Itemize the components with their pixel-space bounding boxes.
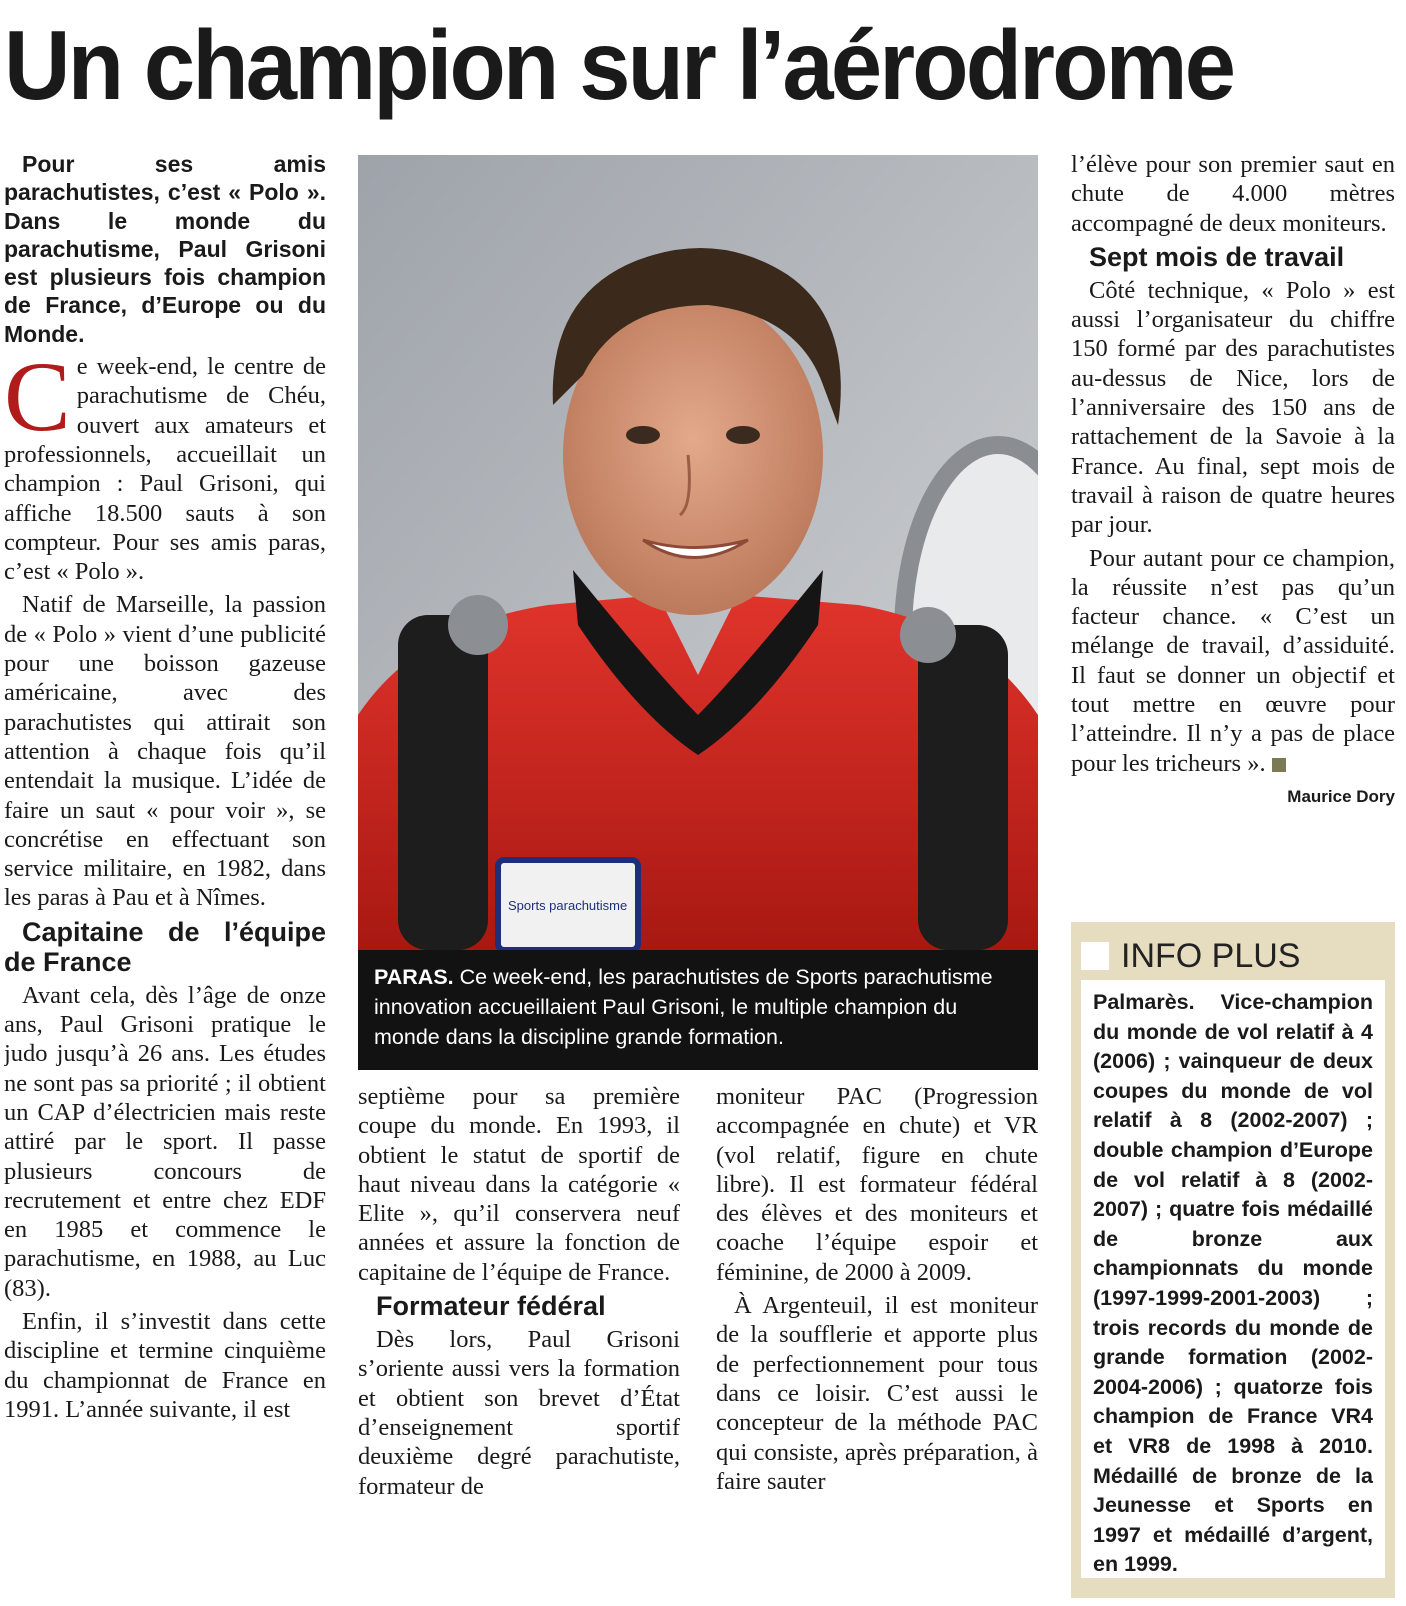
paragraph-1: [4, 341, 326, 586]
paragraph-6: Dès lors, Paul Grisoni s’oriente aussi vers la formation et obtient son brevet d’État d’enseignement sportif deuxième degré parachutiste, formateur de: [358, 1326, 680, 1500]
paragraph-10: Côté technique, « Polo » est aussi l’organisateur du chiffre 150 formé par des parachutistes au-dessus de Nice, lors de l’anniversaire des 150 ans de rattachement de la Savoie à la France. Au final, sept mois de travail à raison de quatre heures par jour.: [1071, 276, 1395, 539]
paragraph-8: À Argenteuil, il est moniteur de la soufflerie et apporte plus de perfectionnement pour tous dans ce loisir. C’est aussi le concepteur de la méthode PAC qui consiste, après préparation, à faire sauter: [716, 1292, 1038, 1495]
caption-label: PARAS.: [374, 965, 454, 989]
column-3: [716, 1082, 1038, 1602]
paragraph-2: Natif de Marseille, la passion de « Polo » vient d’une publicité pour une boisson gazeuse américaine, avec des parachutistes qui attirait son attention à chaque fois qu’il entendait la musique. L’idée de faire un saut « pour voir », se concrétise en effectuant son service militaire, en 1982, dans les paras à Pau et à Nîmes.: [4, 591, 326, 912]
info-plus-text: Vice-champion du monde de vol relatif à 4 (2006) ; vainqueur de deux coupes du monde de vol relatif à 8 (2002-2007) ; double champion d’Europe de vol relatif à 8 (2002-2007) ; quatre fois médaillé de bronze aux championnats du monde (1997-1999-2001-2003) ; trois records du monde de grande formation (2002-2004-2006) ; quatorze fois champion de France VR4 et VR8 de 1998 à 2010. Médaillé de bronze de la Jeunesse et Sports en 1997 et médaillé d’argent, en 1999.: [1093, 990, 1373, 1577]
paragraph-1-text: e week-end, le centre de parachutisme de Chéu, ouvert aux amateurs et professionnels, accueillait un champion : Paul Grisoni, qui affiche 18.500 sauts à son compteur. Pour ses amis paras, c’est « Polo ».: [4, 353, 326, 586]
headline: Un champion sur l’aérodrome: [4, 10, 1234, 120]
subhead-sept-mois: Sept mois de travail: [1089, 241, 1345, 272]
paragraph-11-text: Pour autant pour ce champion, la réussite n’est pas qu’un facteur chance. « C’est un mélange de travail, d’assiduité. Il faut se donner un objectif et tout mettre en œuvre pour l’atteindre. Il n’y a pas de place pour les tricheurs ».: [1071, 544, 1395, 777]
column-4: [1071, 150, 1395, 890]
paragraph-9: l’élève pour son premier saut en chute de 4.000 mètres accompagné de deux moniteurs.: [1071, 151, 1395, 237]
subhead-capitaine: Capitaine de l’équipe de France: [4, 916, 326, 977]
photo-badge: Sports parachutisme: [508, 898, 628, 913]
info-plus-body: [1081, 980, 1385, 1578]
info-plus-title: [1081, 932, 1385, 980]
info-plus-box: [1071, 922, 1395, 1598]
paragraph-11: [1071, 544, 1395, 778]
portrait-illustration: [358, 155, 1038, 950]
dropcap: C: [4, 341, 71, 453]
paragraph-3: Avant cela, dès l’âge de onze ans, Paul Grisoni pratique le judo jusqu’à 26 ans. Les études ne sont pas sa priorité ; il obtient un CAP d’électricien mais reste attiré par le sport. Il passe plusieurs concours de recrutement et entre chez EDF en 1985 et commence le parachutisme, en 1988, au Luc (83).: [4, 981, 326, 1302]
square-icon: [1081, 942, 1109, 970]
info-plus-title-text: INFO PLUS: [1121, 937, 1301, 975]
caption-text: Ce week-end, les parachutistes de Sports parachutisme innovation accueillaient Paul Grisoni, le multiple champion du monde dans la discipline grande formation.: [374, 965, 993, 1049]
article-photo: [358, 155, 1038, 950]
photo-caption: [358, 950, 1038, 1070]
chapo: Pour ses amis parachutistes, c’est « Polo ». Dans le monde du parachutisme, Paul Grisoni est plusieurs fois champion de France, d’Europe ou du Monde.: [4, 151, 326, 347]
info-plus-label: Palmarès.: [1093, 990, 1195, 1014]
column-1: [4, 150, 326, 1602]
end-mark-icon: [1272, 758, 1286, 772]
paragraph-5: septième pour sa première coupe du monde. En 1993, il obtient le statut de sportif de haut niveau dans la catégorie « Elite », qu’il conservera neuf années et assure la fonction de capitaine de l’équipe de France.: [358, 1083, 680, 1286]
paragraph-7: moniteur PAC (Progression accompagnée en chute) et VR (vol relatif, figure en chute libre). Il est formateur fédéral des élèves et des moniteurs et coache l’équipe espoir et féminine, de 2000 à 2009.: [716, 1083, 1038, 1286]
paragraph-4: Enfin, il s’investit dans cette discipline et termine cinquième du championnat de France en 1991. L’année suivante, il est: [4, 1307, 326, 1423]
column-2: [358, 1082, 680, 1602]
subhead-formateur: Formateur fédéral: [376, 1291, 606, 1322]
signature: Maurice Dory: [1287, 786, 1395, 806]
